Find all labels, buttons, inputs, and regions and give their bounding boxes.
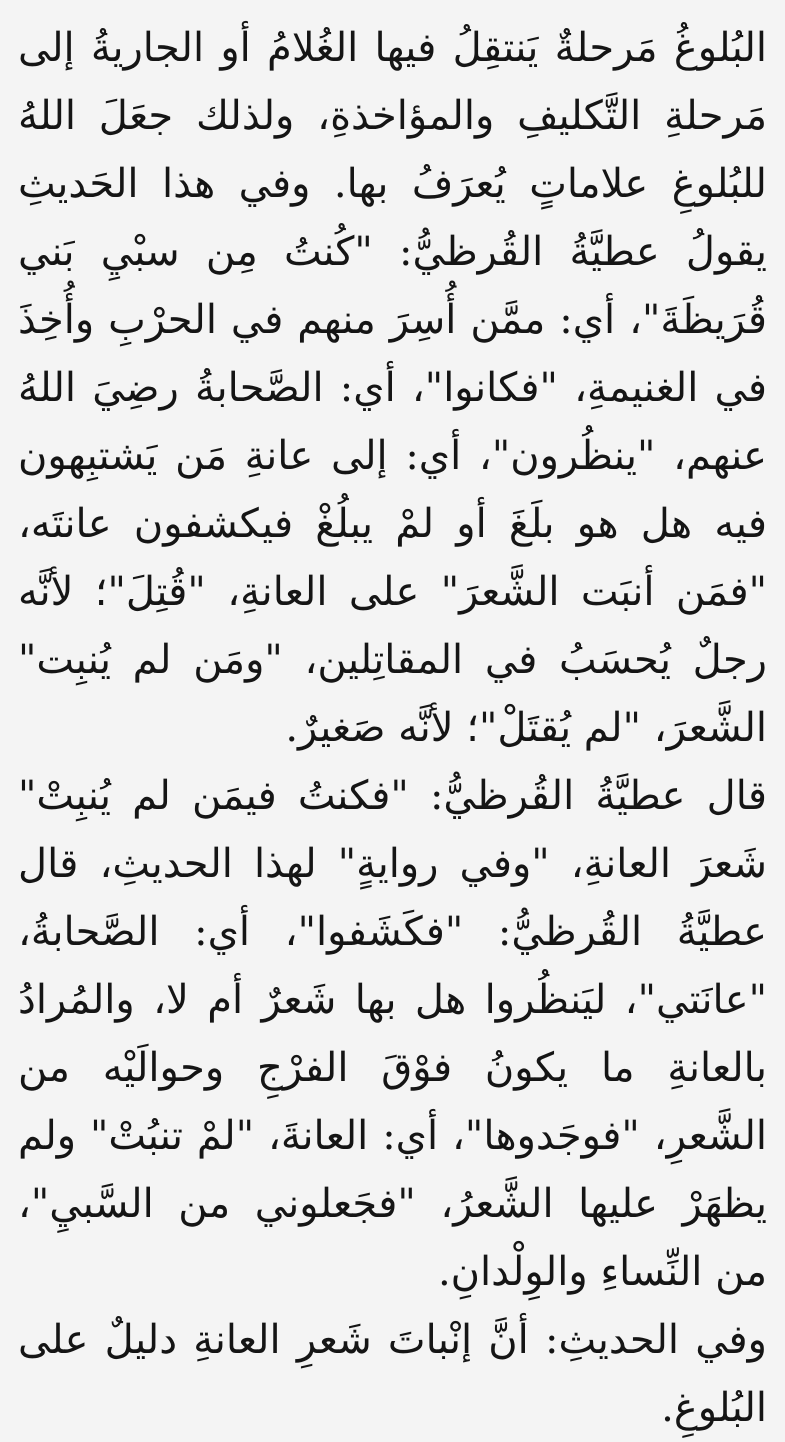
paragraph-conclusion: وفي الحديثِ: أنَّ إنْباتَ شَعرِ العانةِ دليلٌ على البُلوغِ.: [18, 1317, 767, 1431]
article-body: [18, 14, 767, 1431]
paragraph-narration: قال عطيَّةُ القُرظيُّ: "فكنتُ فيمَن لم يُنبِتْ" شَعرَ العانةِ، "وفي روايةٍ" لهذا الحديثِ، قال عطيَّةُ القُرظيُّ: "فكَشَفوا"، أي: الصَّحابةُ، "عانَتي"، ليَنظُروا هل بها شَعرٌ أم لا، والمُرادُ بالعانةِ ما يكونُ فوْقَ الفرْجِ وحوالَيْه من الشَّعرِ، "فوجَدوها"، أي: العانةَ، "لمْ تنبُتْ" ولم يظهَرْ عليها الشَّعرُ، "فجَعلوني من السَّبيِ"، من النِّساءِ والوِلْدانِ.: [18, 773, 767, 1295]
paragraph-intro: البُلوغُ مَرحلةٌ يَنتقِلُ فيها الغُلامُ أو الجاريةُ إلى مَرحلةِ التَّكليفِ والمؤاخذةِ، ولذلك جعَلَ اللهُ للبُلوغِ علاماتٍ يُعرَفُ بها. وفي هذا الحَديثِ يقولُ عطيَّةُ القُرظيُّ: "كُنتُ مِن سبْيِ بَني قُرَيظَةَ"، أي: ممَّن أُسِرَ منهم في الحرْبِ وأُخِذَ في الغنيمةِ، "فكانوا"، أي: الصَّحابةُ رضِيَ اللهُ عنهم، "ينظُرون"، أي: إلى عانةِ مَن يَشتبِهون فيه هل هو بلَغَ أو لمْ يبلُغْ فيكشفون عانتَه، "فمَن أنبَت الشَّعرَ" على العانةِ، "قُتِلَ"؛ لأنَّه رجلٌ يُحسَبُ في المقاتِلين، "ومَن لم يُنبِت" الشَّعرَ، "لم يُقتَلْ"؛ لأنَّه صَغيرٌ.: [18, 25, 767, 751]
